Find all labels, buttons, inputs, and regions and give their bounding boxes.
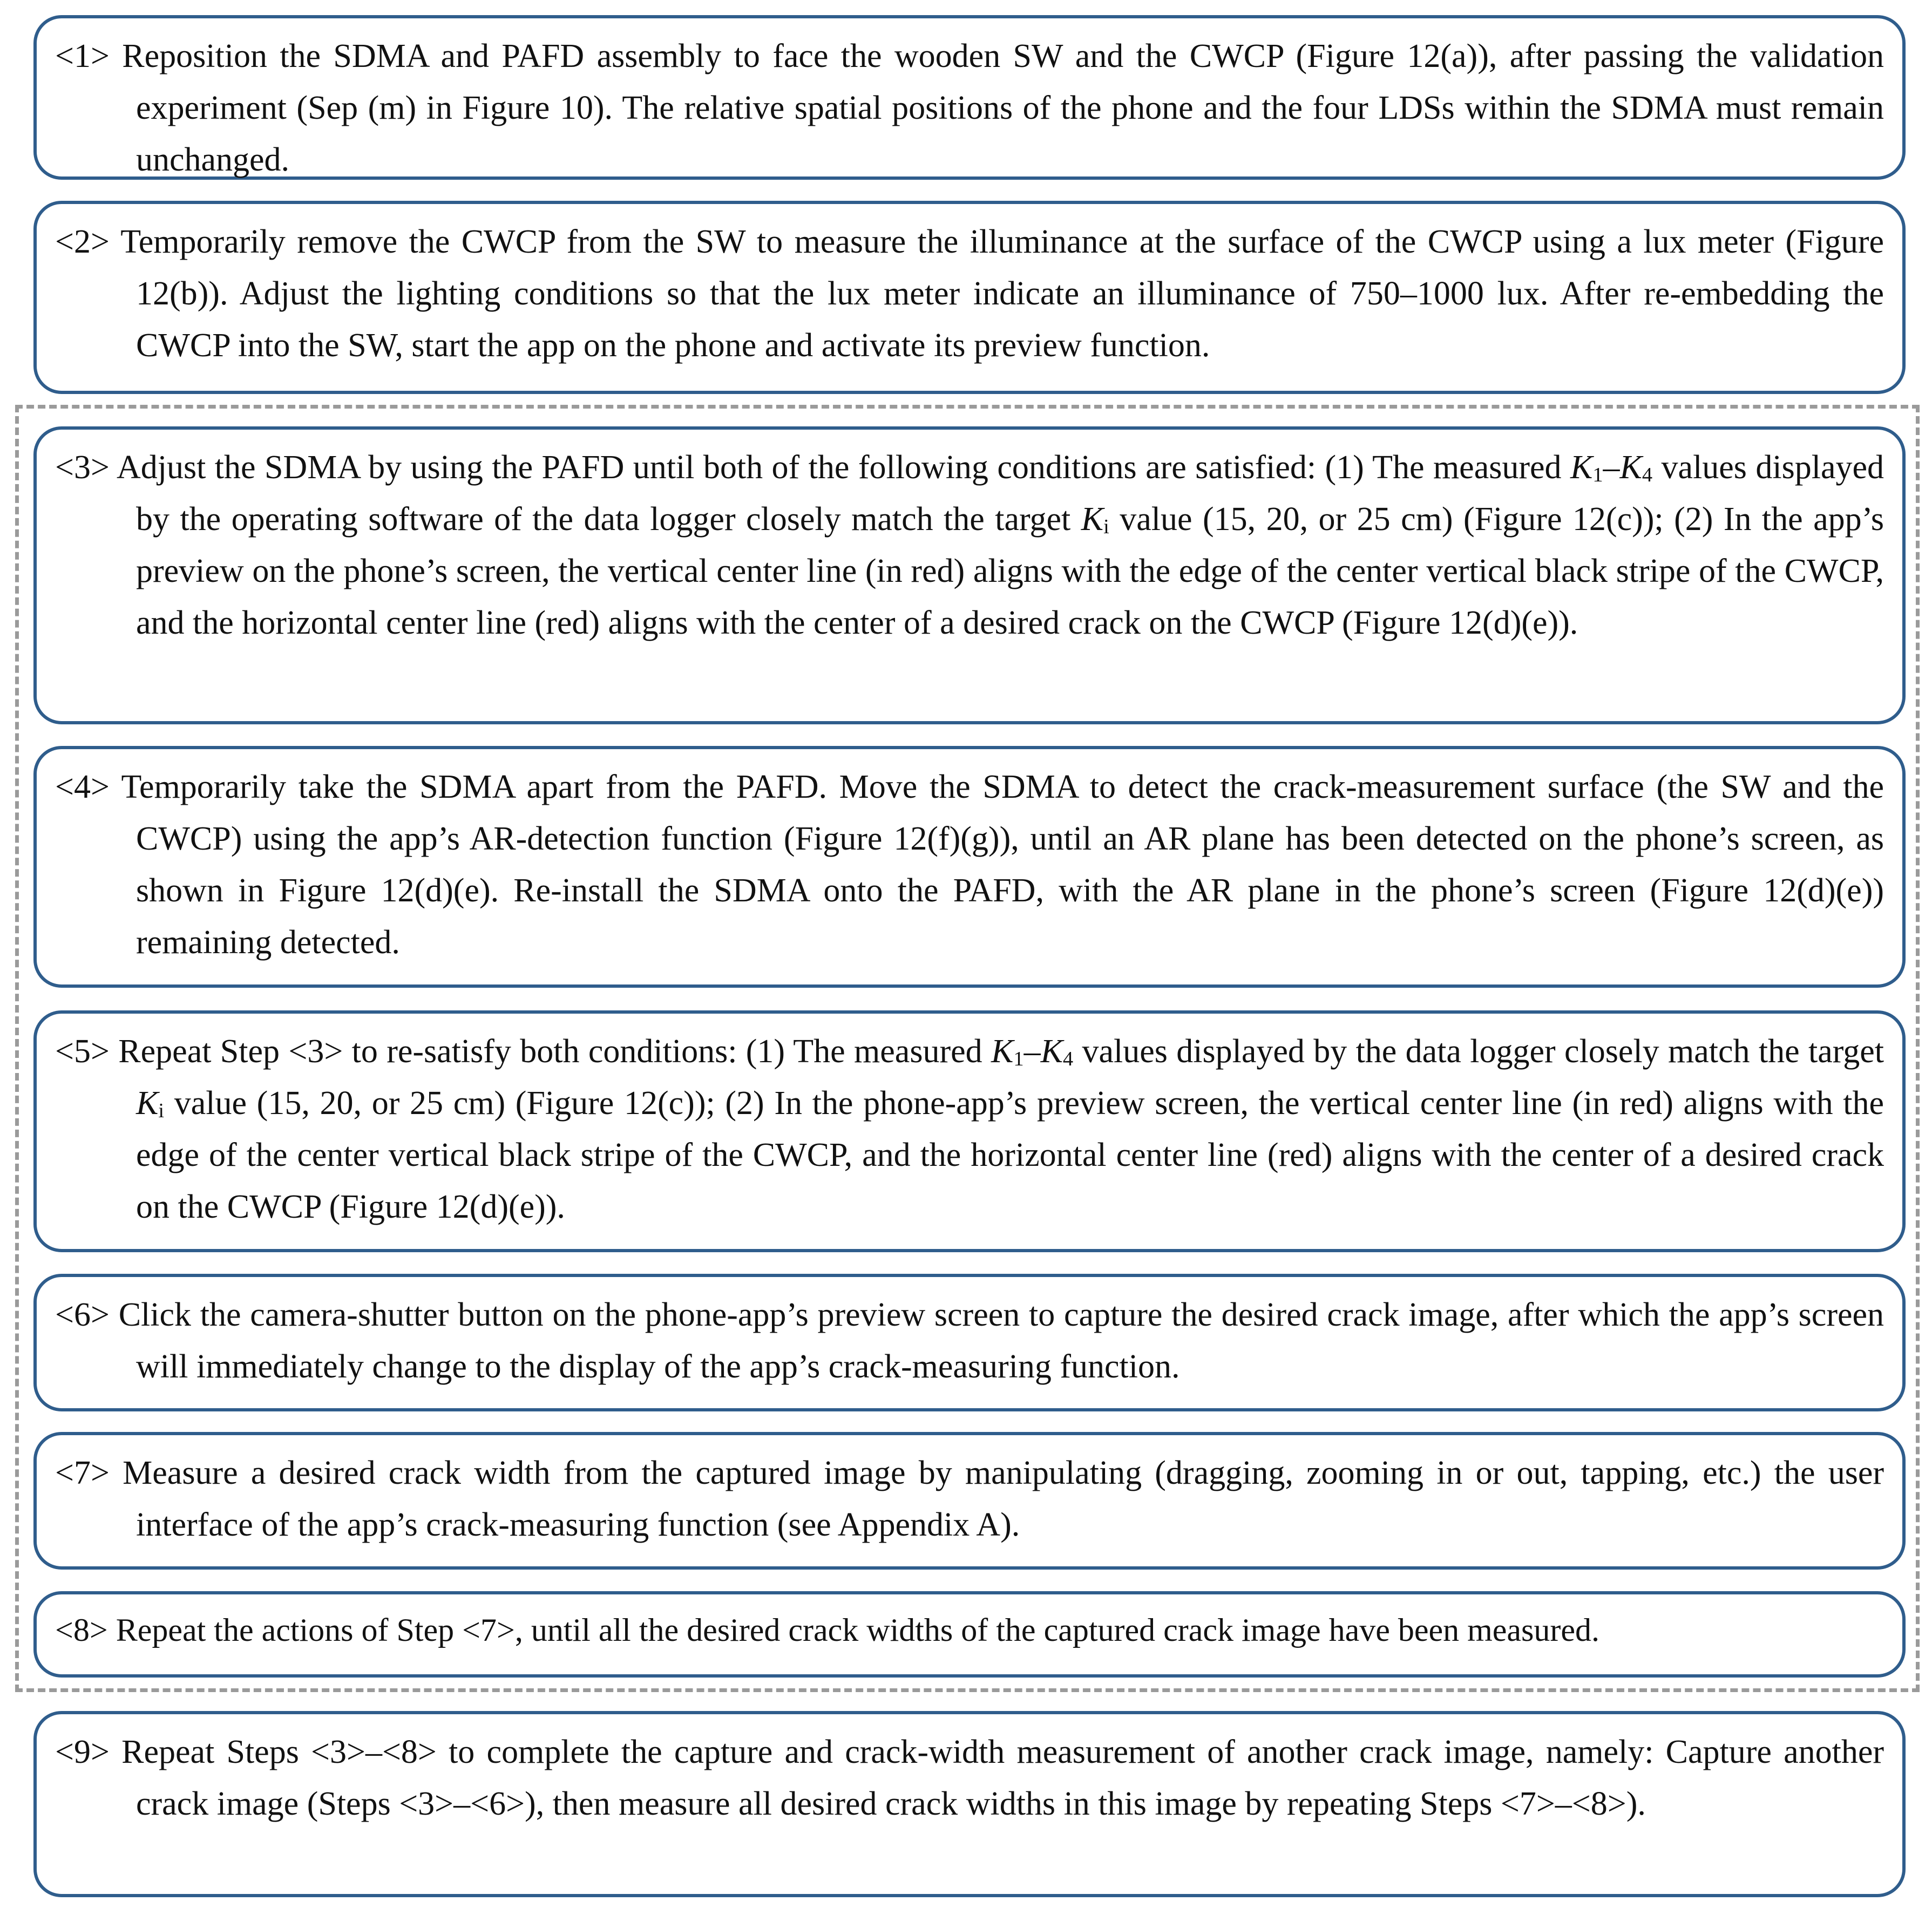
step-5-k1-subscript: 1 (1013, 1047, 1024, 1070)
step-5-number: <5> (55, 1033, 110, 1070)
step-6-text-block (55, 1289, 1884, 1393)
step-3-dash: – (1603, 449, 1620, 486)
step-4-box (33, 746, 1906, 988)
step-3-text-a: Adjust the SDMA by using the PAFD until both of the following conditions are satisfied: (1) The measured (116, 449, 1570, 486)
step-7-number: <7> (55, 1455, 110, 1491)
step-3-k1-symbol: K (1570, 449, 1593, 486)
step-4-text: Temporarily take the SDMA apart from the PAFD. Move the SDMA to detect the crack-measurement surface (the SW and the CWCP) using the app’s AR-detection function (Figure 12(f)(g)), until an AR plane has been detected on the phone’s screen, as shown in Figure 12(d)(e). Re-install the SDMA onto the PAFD, with the AR plane in the phone’s screen (Figure 12(d)(e)) remaining detected. (121, 769, 1884, 961)
step-5-box (33, 1010, 1906, 1252)
step-1-box (33, 15, 1906, 180)
step-1-text: Reposition the SDMA and PAFD assembly to face the wooden SW and the CWCP (Figure 12(a)), after passing the validation experiment (Sep (m) in Figure 10). The relative spatial positions of the phone and the four LDSs within the SDMA must remain unchanged. (122, 38, 1884, 178)
step-9-box (33, 1711, 1906, 1897)
step-3-k1-subscript: 1 (1592, 463, 1603, 486)
step-3-k4-subscript: 4 (1642, 463, 1653, 486)
step-5-k1-symbol: K (991, 1033, 1014, 1070)
step-5-text-c: value (15, 20, or 25 cm) (Figure 12(c)); (2) In the phone-app’s preview screen, the vertical center line (in red) aligns with the edge of the center vertical black stripe of the CWCP, and the horizontal center line (red) aligns with the center of a desired crack on the CWCP (Figure 12(d)(e)). (136, 1085, 1884, 1225)
step-8-number: <8> (55, 1612, 108, 1648)
step-6-text: Click the camera-shutter button on the phone-app’s preview screen to capture the desired crack image, after which the app’s screen will immediately change to the display of the app’s crack-measuring function. (118, 1296, 1884, 1385)
step-6-number: <6> (55, 1296, 110, 1333)
step-5-k4-subscript: 4 (1062, 1047, 1074, 1070)
step-4-text-block (55, 761, 1884, 968)
step-5-k4-symbol: K (1040, 1033, 1063, 1070)
step-5-ki-subscript: i (158, 1099, 165, 1122)
step-4-number: <4> (55, 769, 110, 805)
step-3-text-block (55, 442, 1884, 649)
step-5-text-block (55, 1026, 1884, 1233)
step-2-text: Temporarily remove the CWCP from the SW to measure the illuminance at the surface of the CWCP using a lux meter (Figure 12(b)). Adjust the lighting conditions so that the lux meter indicate an illuminance of 750–1000 lux. After re-embedding the CWCP into the SW, start the app on the phone and activate its preview function. (120, 223, 1884, 364)
step-5-text-a: Repeat Step <3> to re-satisfy both conditions: (1) The measured (118, 1033, 991, 1070)
step-3-k4-symbol: K (1619, 449, 1642, 486)
step-7-text-block (55, 1447, 1884, 1551)
step-9-text-block (55, 1726, 1884, 1830)
step-5-ki-symbol: K (136, 1085, 159, 1122)
step-2-text-block (55, 216, 1884, 371)
step-2-number: <2> (55, 223, 110, 260)
step-8-text: Repeat the actions of Step <7>, until all the desired crack widths of the captured crack image have been measured. (116, 1612, 1599, 1648)
step-3-box (33, 426, 1906, 724)
step-3-number: <3> (55, 449, 110, 486)
step-9-text: Repeat Steps <3>–<8> to complete the capture and crack-width measurement of another crack image, namely: Capture another crack image (Steps <3>–<6>), then measure all desired crack widths in this image by repeating Steps <7>–<8>). (121, 1734, 1884, 1822)
step-8-box (33, 1591, 1906, 1678)
step-7-text: Measure a desired crack width from the captured image by manipulating (dragging, zooming in or out, tapping, etc.) the user interface of the app’s crack-measuring function (see Appendix A). (123, 1455, 1884, 1543)
step-7-box (33, 1432, 1906, 1570)
step-3-ki-symbol: K (1081, 501, 1104, 538)
step-3-ki-subscript: i (1103, 515, 1109, 538)
step-9-number: <9> (55, 1734, 110, 1770)
step-3-text-c: value (15, 20, or 25 cm) (Figure 12(c)); (2) In the app’s preview on the phone’s screen, the vertical center line (in red) aligns with the edge of the center vertical black stripe of the CWCP, and the horizontal center line (red) aligns with the center of a desired crack on the CWCP (Figure 12(d)(e)). (136, 501, 1884, 641)
step-3-text-b: values displayed by the operating software of the data logger closely match the target (136, 449, 1884, 538)
step-2-box (33, 201, 1906, 394)
step-6-box (33, 1274, 1906, 1411)
step-8-text-block (55, 1604, 1884, 1656)
step-5-text-b: values displayed by the data logger closely match the target (1073, 1033, 1884, 1070)
step-5-dash: – (1023, 1033, 1041, 1070)
step-1-number: <1> (55, 38, 110, 74)
step-1-text-block (55, 30, 1884, 186)
